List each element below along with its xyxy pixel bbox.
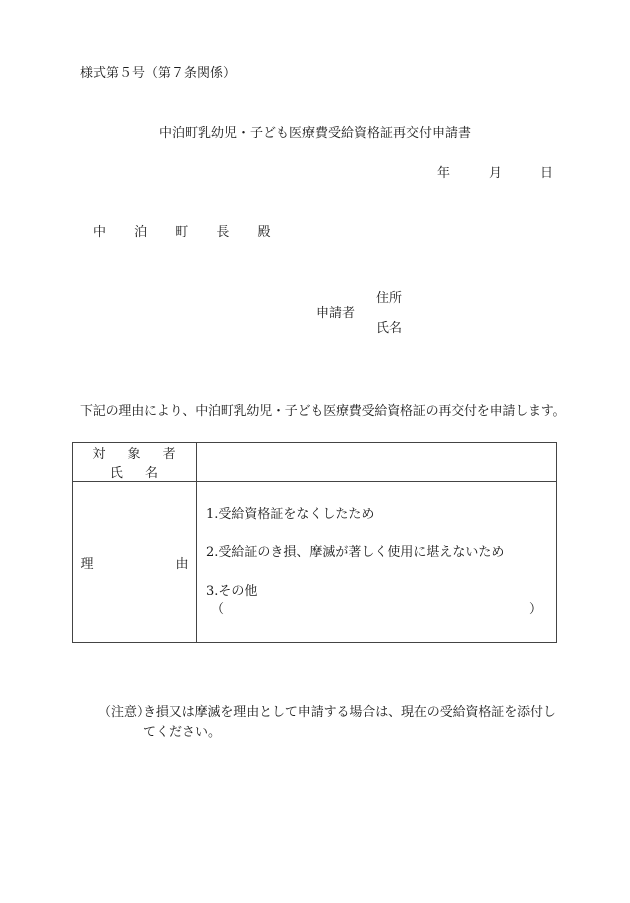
other-paren-open: （ (211, 602, 225, 617)
document-title: 中泊町乳幼児・子ども医療費受給資格証再交付申請書 (158, 126, 471, 141)
table-row-reason (73, 482, 557, 643)
date-year-label: 年 (437, 166, 451, 181)
date-month-label: 月 (489, 166, 503, 181)
reason-options-cell (197, 482, 557, 643)
reason-label-left: 理 (80, 556, 94, 572)
reason-option-other[interactable]: 3.その他 (206, 584, 258, 599)
addressee: 中 泊 町 長 殿 (93, 225, 283, 240)
reason-option-damaged[interactable]: 2.受給証のき損、摩滅が著しく使用に堪えないため (206, 545, 505, 560)
note-text-line2: てください。 (143, 725, 222, 740)
reason-label-cell (73, 482, 197, 643)
date-day-label: 日 (540, 166, 554, 181)
applicant-label: 申請者 (316, 306, 356, 321)
name-label: 氏名 (376, 321, 403, 336)
note-text-line1: き損又は摩滅を理由として申請する場合は、現在の受給資格証を添付し (143, 705, 556, 720)
application-table (72, 442, 557, 643)
target-name-field[interactable] (197, 443, 557, 482)
target-name-label: 対 象 者 氏 名 (73, 443, 197, 482)
address-label: 住所 (376, 291, 403, 306)
table-row-target-name (73, 443, 557, 482)
note-label: （注意） (98, 705, 151, 720)
reason-label-right: 由 (175, 556, 189, 572)
reason-option-lost[interactable]: 1.受給資格証をなくしたため (206, 507, 375, 522)
form-number: 様式第５号（第７条関係） (80, 66, 237, 81)
other-paren-close: ） (528, 602, 542, 617)
intro-text: 下記の理由により、中泊町乳幼児・子ども医療費受給資格証の再交付を申請します。 (80, 404, 566, 419)
